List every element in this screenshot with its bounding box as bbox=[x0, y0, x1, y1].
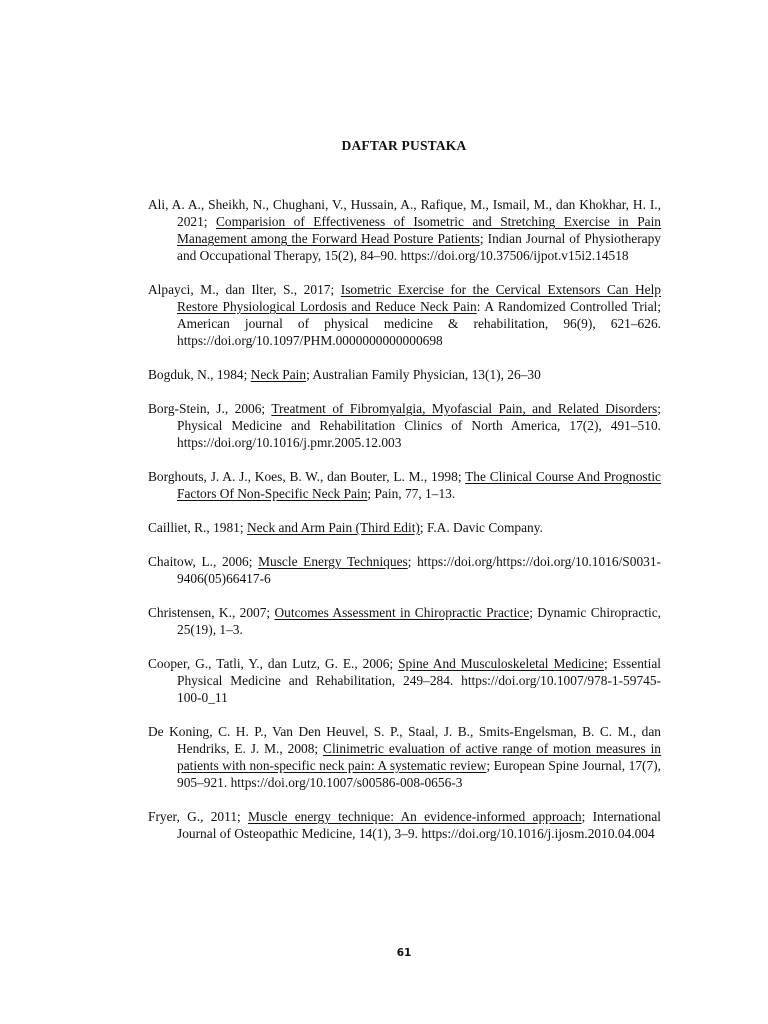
reference-title: Neck Pain bbox=[250, 367, 307, 382]
reference-authors: Chaitow, L., 2006; bbox=[148, 554, 259, 569]
reference-source: ; Australian Family Physician, 13(1), 26–30 bbox=[306, 367, 541, 382]
reference-source: : A Randomized Controlled Trial; American journal of physical medicine & rehabilitation, 96(9), 621–626. https://doi.org/10.1097/PHM.0000000000000698 bbox=[177, 299, 661, 348]
reference-entry bbox=[148, 604, 661, 638]
page-title: DAFTAR PUSTAKA bbox=[341, 138, 467, 153]
reference-source: ; Pain, 77, 1–13. bbox=[367, 486, 456, 501]
reference-authors: Cooper, G., Tatli, Y., dan Lutz, G. E., 2006; bbox=[148, 656, 399, 671]
reference-authors: Fryer, G., 2011; bbox=[148, 809, 249, 824]
reference-authors: Bogduk, N., 1984; bbox=[148, 367, 251, 382]
reference-entry bbox=[148, 196, 661, 264]
reference-source: ; European Spine Journal, 17(7), 905–921. https://doi.org/10.1007/s00586-008-0656-3 bbox=[177, 758, 661, 790]
reference-title: Muscle Energy Techniques bbox=[258, 554, 408, 569]
reference-entry bbox=[148, 519, 661, 536]
reference-title: Muscle energy technique: An evidence-informed approach bbox=[248, 809, 582, 824]
reference-source: ; Dynamic Chiropractic, 25(19), 1–3. bbox=[177, 605, 661, 637]
reference-entry bbox=[148, 655, 661, 706]
reference-source: ; Physical Medicine and Rehabilitation Clinics of North America, 17(2), 491–510. https://doi.org/10.1016/j.pmr.2005.12.003 bbox=[177, 401, 661, 450]
reference-title: Spine And Musculoskeletal Medicine bbox=[398, 656, 605, 671]
reference-authors: Borghouts, J. A. J., Koes, B. W., dan Bouter, L. M., 1998; bbox=[148, 469, 466, 484]
reference-title: Neck and Arm Pain (Third Edit) bbox=[246, 520, 420, 535]
reference-source: ; F.A. Davic Company. bbox=[419, 520, 543, 535]
reference-entry bbox=[148, 281, 661, 349]
reference-authors: Borg-Stein, J., 2006; bbox=[148, 401, 272, 416]
reference-title: The Clinical Course And Prognostic Factors Of Non-Specific Neck Pain bbox=[177, 469, 661, 501]
reference-title: Clinimetric evaluation of active range of motion measures in patients with non-specific neck pain: A systematic review bbox=[177, 741, 661, 773]
reference-authors: Cailliet, R., 1981; bbox=[148, 520, 247, 535]
reference-list bbox=[148, 196, 661, 842]
reference-entry bbox=[148, 723, 661, 791]
reference-title: Comparision of Effectiveness of Isometric and Stretching Exercise in Pain Management among the Forward Head Posture Patients bbox=[177, 214, 662, 246]
reference-title: Isometric Exercise for the Cervical Extensors Can Help Restore Physiological Lordosis and Reduce Neck Pain bbox=[177, 282, 661, 314]
reference-title: Outcomes Assessment in Chiropractic Practice bbox=[274, 605, 530, 620]
reference-entry bbox=[148, 808, 661, 842]
reference-entry bbox=[148, 553, 661, 587]
reference-entry bbox=[148, 468, 661, 502]
reference-authors: Alpayci, M., dan Ilter, S., 2017; bbox=[148, 282, 341, 297]
reference-title: Treatment of Fibromyalgia, Myofascial Pain, and Related Disorders bbox=[271, 401, 658, 416]
reference-source: ; International Journal of Osteopathic Medicine, 14(1), 3–9. https://doi.org/10.1016/j.ijosm.2010.04.004 bbox=[177, 809, 661, 841]
page-number: 61 bbox=[396, 947, 412, 959]
reference-entry bbox=[148, 366, 661, 383]
reference-authors: Christensen, K., 2007; bbox=[148, 605, 275, 620]
reference-source: ; https://doi.org/https://doi.org/10.1016/S0031-9406(05)66417-6 bbox=[177, 554, 661, 586]
reference-source: ; Essential Physical Medicine and Rehabilitation, 249–284. https://doi.org/10.1007/978-1-59745-100-0_11 bbox=[177, 656, 662, 705]
reference-entry bbox=[148, 400, 661, 451]
reference-authors: Ali, A. A., Sheikh, N., Chughani, V., Hussain, A., Rafique, M., Ismail, M., dan Khokhar, H. I., 2021; bbox=[148, 197, 661, 229]
reference-source: ; Indian Journal of Physiotherapy and Occupational Therapy, 15(2), 84–90. https://doi.org/10.37506/ijpot.v15i2.14518 bbox=[177, 231, 661, 263]
reference-authors: De Koning, C. H. P., Van Den Heuvel, S. P., Staal, J. B., Smits-Engelsman, B. C. M., dan Hendriks, E. J. M., 2008; bbox=[148, 724, 661, 756]
